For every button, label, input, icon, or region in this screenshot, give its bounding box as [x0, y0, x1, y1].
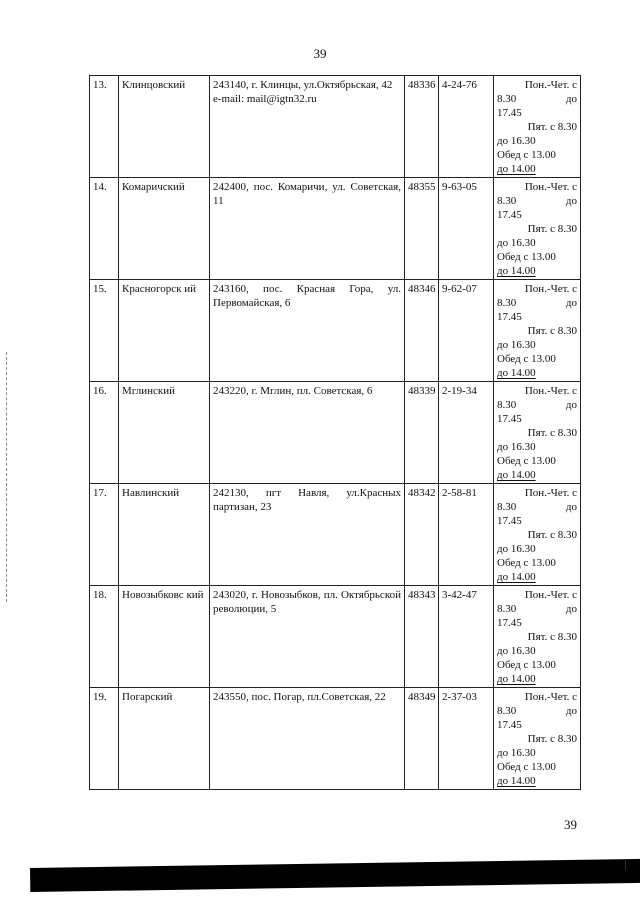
address-text: 242400, пос. Комаричи, ул. Советская, 11 — [213, 181, 401, 207]
hours-line: до 14.00 — [497, 673, 536, 685]
hours-line: 17.45 — [497, 413, 522, 425]
hours-token: до — [565, 195, 577, 207]
page-number-top: 39 — [313, 46, 327, 61]
hours-line — [497, 500, 577, 514]
hours-line: Обед с 13.00 — [497, 353, 556, 365]
hours-token: до — [565, 705, 577, 717]
district-name: Красногорск ий — [119, 280, 210, 382]
hours-line — [497, 602, 577, 616]
hours-line: Пят. с 8.30 — [527, 325, 577, 337]
hours-line: Обед с 13.00 — [497, 455, 556, 467]
hours-line: Пят. с 8.30 — [527, 631, 577, 643]
hours-token: 8.30 — [497, 705, 517, 717]
address-cell — [210, 76, 405, 178]
table-row — [90, 586, 581, 688]
phone-code: 48343 — [405, 586, 439, 688]
address-text: 242130, пгт Навля, ул.Красных партизан, 23 — [213, 487, 401, 513]
hours-line: Обед с 13.00 — [497, 557, 556, 569]
hours-line: Пон.-Чет. с — [524, 181, 577, 193]
hours-line: Пят. с 8.30 — [527, 733, 577, 745]
hours-line: Пон.-Чет. с — [524, 385, 577, 397]
address-text: 243550, пос. Погар, пл.Советская, 22 — [213, 691, 386, 703]
hours-line: до 14.00 — [497, 367, 536, 379]
hours-line: до 14.00 — [497, 265, 536, 277]
hours-line: Пят. с 8.30 — [527, 529, 577, 541]
hours-line: до 16.30 — [497, 237, 536, 249]
hours-line: до 14.00 — [497, 469, 536, 481]
row-number: 14. — [90, 178, 119, 280]
offices-table-body — [90, 76, 581, 790]
district-name: Мглинский — [119, 382, 210, 484]
row-number: 19. — [90, 688, 119, 790]
district-name: Навлинский — [119, 484, 210, 586]
phone-number: 2-58-81 — [439, 484, 494, 586]
hours-line: Пон.-Чет. с — [524, 79, 577, 91]
hours-line: Обед с 13.00 — [497, 761, 556, 773]
working-hours — [494, 586, 581, 688]
address-cell — [210, 382, 405, 484]
hours-token: 8.30 — [497, 501, 517, 513]
hours-line: Пон.-Чет. с — [524, 283, 577, 295]
hours-line: Обед с 13.00 — [497, 251, 556, 263]
hours-token: до — [565, 297, 577, 309]
hours-line: до 16.30 — [497, 747, 536, 759]
district-name: Клинцовский — [119, 76, 210, 178]
row-number: 17. — [90, 484, 119, 586]
phone-number: 9-63-05 — [439, 178, 494, 280]
page-number-bottom: 39 — [564, 817, 577, 832]
address-cell — [210, 280, 405, 382]
hours-line: Обед с 13.00 — [497, 149, 556, 161]
hours-line: Пон.-Чет. с — [524, 589, 577, 601]
working-hours — [494, 484, 581, 586]
hours-line — [497, 92, 577, 106]
hours-line: 17.45 — [497, 617, 522, 629]
hours-line: до 16.30 — [497, 645, 536, 657]
phone-number: 3-42-47 — [439, 586, 494, 688]
hours-token: до — [565, 501, 577, 513]
hours-line: до 14.00 — [497, 571, 536, 583]
row-number: 15. — [90, 280, 119, 382]
hours-line — [497, 398, 577, 412]
scan-edge-marks — [6, 352, 9, 602]
hours-token: 8.30 — [497, 93, 517, 105]
working-hours — [494, 178, 581, 280]
working-hours — [494, 76, 581, 178]
hours-token: до — [565, 603, 577, 615]
hours-line: до 16.30 — [497, 441, 536, 453]
phone-number: 4-24-76 — [439, 76, 494, 178]
table-row — [90, 280, 581, 382]
hours-token: 8.30 — [497, 399, 517, 411]
hours-line — [497, 704, 577, 718]
hours-line: 17.45 — [497, 311, 522, 323]
hours-line — [497, 296, 577, 310]
row-number: 13. — [90, 76, 119, 178]
hours-token: 8.30 — [497, 195, 517, 207]
table-row — [90, 688, 581, 790]
phone-code: 48342 — [405, 484, 439, 586]
hours-line: до 14.00 — [497, 163, 536, 175]
scan-bottom-bar — [30, 859, 640, 892]
working-hours — [494, 382, 581, 484]
phone-number: 2-37-03 — [439, 688, 494, 790]
row-number: 18. — [90, 586, 119, 688]
hours-line: 17.45 — [497, 209, 522, 221]
hours-line: Пон.-Чет. с — [524, 487, 577, 499]
table-row — [90, 484, 581, 586]
table-row — [90, 382, 581, 484]
working-hours — [494, 280, 581, 382]
hours-line: Обед с 13.00 — [497, 659, 556, 671]
hours-token: 8.30 — [497, 603, 517, 615]
hours-line — [497, 194, 577, 208]
address-text: 243140, г. Клинцы, ул.Октябрьская, 42 — [213, 79, 393, 91]
hours-line: до 16.30 — [497, 543, 536, 555]
phone-code: 48349 — [405, 688, 439, 790]
hours-line: 17.45 — [497, 515, 522, 527]
phone-number: 2-19-34 — [439, 382, 494, 484]
phone-number: 9-62-07 — [439, 280, 494, 382]
hours-line: 17.45 — [497, 107, 522, 119]
hours-token: 8.30 — [497, 297, 517, 309]
phone-code: 48346 — [405, 280, 439, 382]
hours-line: Пят. с 8.30 — [527, 121, 577, 133]
offices-table — [89, 75, 581, 790]
district-name: Новозыбковс кий — [119, 586, 210, 688]
row-number: 16. — [90, 382, 119, 484]
table-row — [90, 178, 581, 280]
address-cell — [210, 586, 405, 688]
working-hours — [494, 688, 581, 790]
phone-code: 48336 — [405, 76, 439, 178]
hours-token: до — [565, 93, 577, 105]
hours-line: Пят. с 8.30 — [527, 427, 577, 439]
district-name: Погарский — [119, 688, 210, 790]
address-cell — [210, 688, 405, 790]
address-text: 243020, г. Новозыбков, пл. Октябрьской революции, 5 — [213, 589, 401, 615]
hours-line: до 16.30 — [497, 135, 536, 147]
address-cell — [210, 484, 405, 586]
address-text: 243160, пос. Красная Гора, ул. Первомайская, 6 — [213, 283, 401, 309]
phone-code: 48339 — [405, 382, 439, 484]
hours-line: Пон.-Чет. с — [524, 691, 577, 703]
hours-line: до 14.00 — [497, 775, 536, 787]
address-cell — [210, 178, 405, 280]
phone-code: 48355 — [405, 178, 439, 280]
scan-corner-mark — [625, 860, 626, 870]
email-text: e-mail: mail@igtn32.ru — [213, 93, 317, 105]
district-name: Комаричский — [119, 178, 210, 280]
hours-line: до 16.30 — [497, 339, 536, 351]
hours-line: 17.45 — [497, 719, 522, 731]
hours-token: до — [565, 399, 577, 411]
hours-line: Пят. с 8.30 — [527, 223, 577, 235]
address-text: 243220, г. Мглин, пл. Советская, 6 — [213, 385, 373, 397]
table-row — [90, 76, 581, 178]
